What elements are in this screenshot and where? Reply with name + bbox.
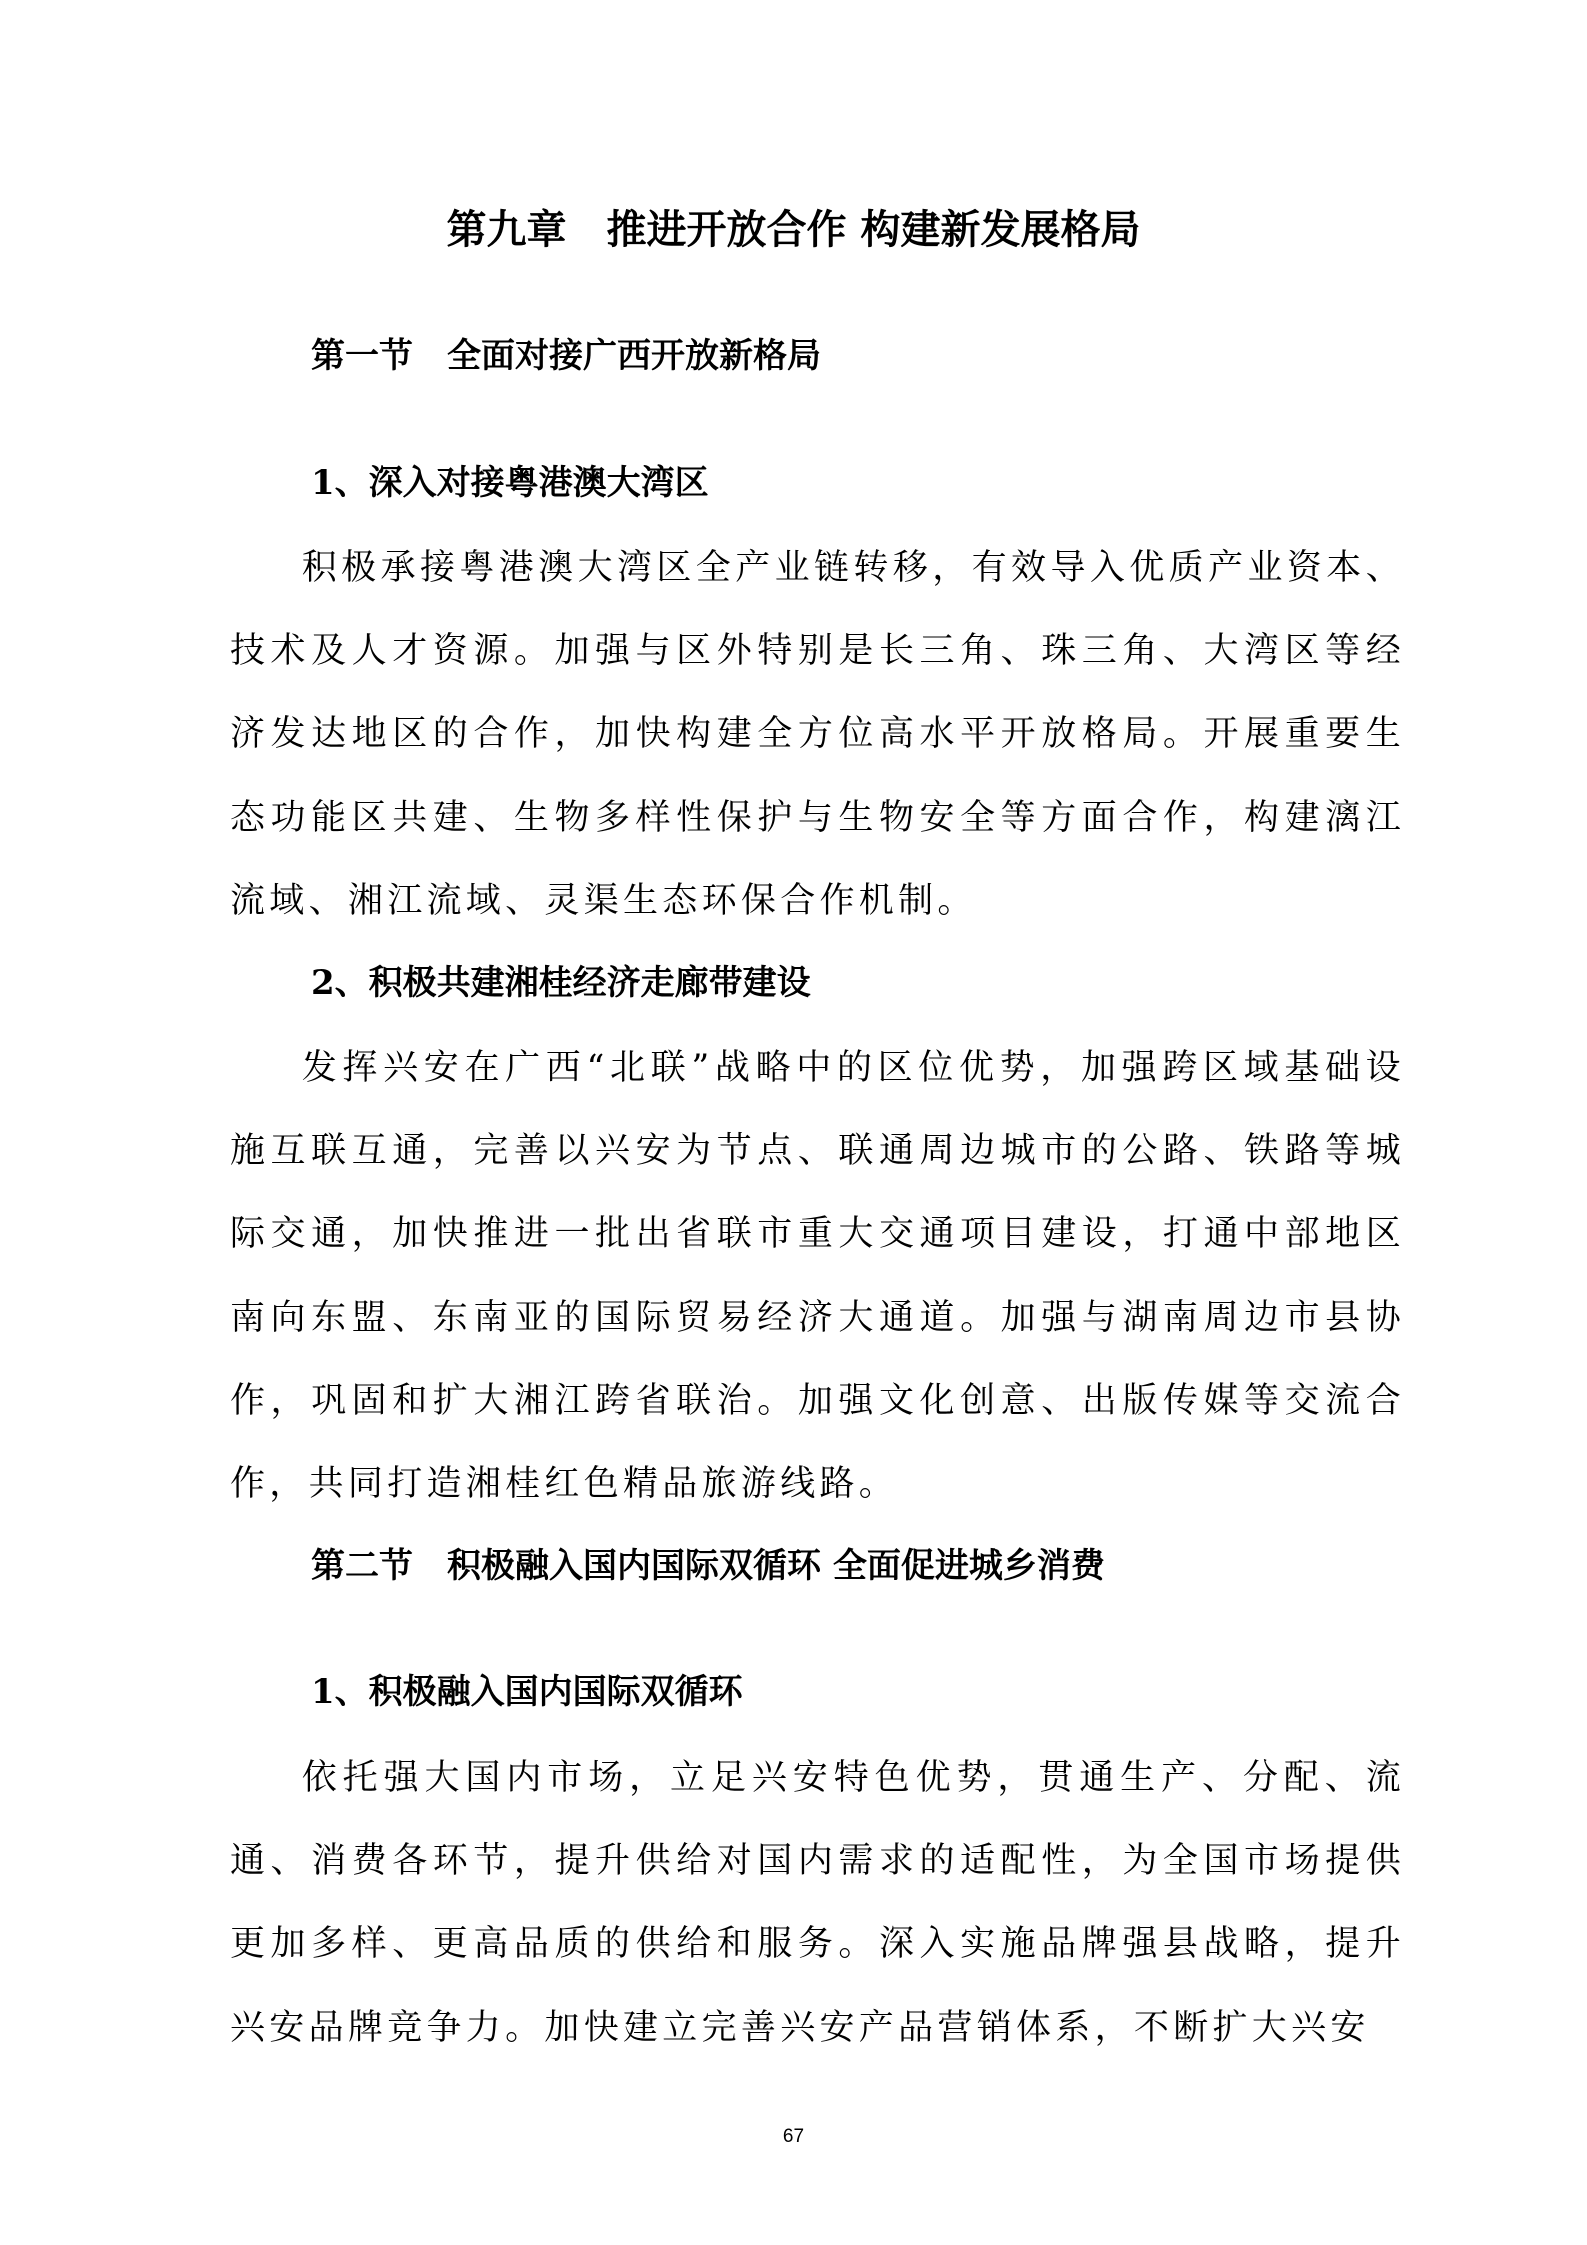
subsection-heading-1-1: 1、深入对接粤港澳大湾区 xyxy=(311,463,709,503)
paragraph-1-2: 发挥兴安在广西“北联”战略中的区位优势，加强跨区域基础设施互联互通，完善以兴安为节点、联通周边城市的公路、铁路等城际交通，加快推进一批出省联市重大交通项目建设，打通中部地区南向东盟、东南亚的国际贸易经济大通道。加强与湖南周边市县协作，巩固和扩大湘江跨省联治。加强文化创意、出版传媒等交流合作，共同打造湘桂红色精品旅游线路。 xyxy=(230,1048,1405,1505)
chapter-title: 第九章 推进开放合作 构建新发展格局 xyxy=(446,207,1141,253)
subsection-heading-2-1: 1、积极融入国内国际双循环 xyxy=(311,1672,743,1712)
subsection-heading-1-2: 2、积极共建湘桂经济走廊带建设 xyxy=(311,963,811,1003)
page-number: 67 xyxy=(782,2126,805,2147)
section-title-1: 第一节 全面对接广西开放新格局 xyxy=(311,336,821,376)
paragraph-1-1: 积极承接粤港澳大湾区全产业链转移，有效导入优质产业资本、技术及人才资源。加强与区外特别是长三角、珠三角、大湾区等经济发达地区的合作，加快构建全方位高水平开放格局。开展重要生态功能区共建、生物多样性保护与生物安全等方面合作，构建漓江流域、湘江流域、灵渠生态环保合作机制。 xyxy=(230,548,1405,921)
section-title-2: 第二节 积极融入国内国际双循环 全面促进城乡消费 xyxy=(311,1546,1105,1586)
paragraph-2-1: 依托强大国内市场，立足兴安特色优势，贯通生产、分配、流通、消费各环节，提升供给对国内需求的适配性，为全国市场提供更加多样、更高品质的供给和服务。深入实施品牌强县战略，提升兴安品牌竞争力。加快建立完善兴安产品营销体系，不断扩大兴安 xyxy=(230,1758,1405,2048)
